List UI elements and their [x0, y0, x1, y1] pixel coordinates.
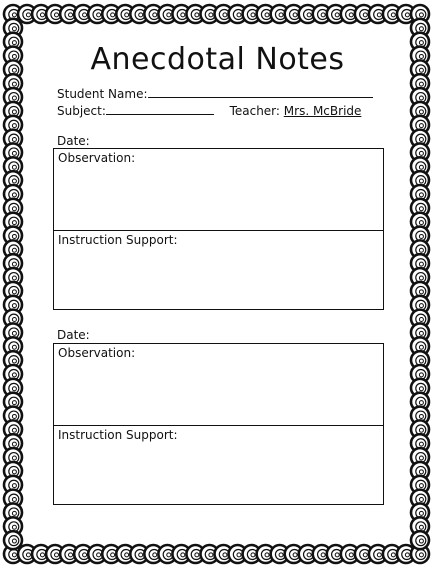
- notes-box-1: [53, 148, 384, 310]
- instruction-support-cell-1[interactable]: [54, 230, 383, 310]
- subject-label: Subject:: [57, 104, 106, 118]
- observation-cell-1[interactable]: [54, 149, 383, 230]
- teacher-label: Teacher:: [229, 104, 280, 118]
- student-name-row: [57, 86, 373, 101]
- border-swirl: [4, 531, 22, 549]
- date-label-1: Date:: [57, 134, 90, 148]
- date-label-2: Date:: [57, 328, 90, 342]
- subject-row: [57, 103, 361, 118]
- instruction-support-label-2: Instruction Support:: [58, 428, 178, 442]
- observation-label-1: Observation:: [58, 151, 136, 165]
- instruction-support-label-1: Instruction Support:: [58, 233, 178, 247]
- student-name-label: Student Name:: [57, 87, 148, 101]
- teacher-name: Mrs. McBride: [283, 104, 362, 118]
- instruction-support-cell-2[interactable]: [54, 425, 383, 505]
- page-title: Anecdotal Notes: [90, 42, 345, 77]
- subject-field[interactable]: [106, 103, 214, 115]
- border-swirl: [411, 531, 429, 549]
- observation-cell-2[interactable]: [54, 344, 383, 425]
- observation-label-2: Observation:: [58, 346, 136, 360]
- notes-box-2: [53, 343, 384, 505]
- student-name-field[interactable]: [148, 86, 373, 98]
